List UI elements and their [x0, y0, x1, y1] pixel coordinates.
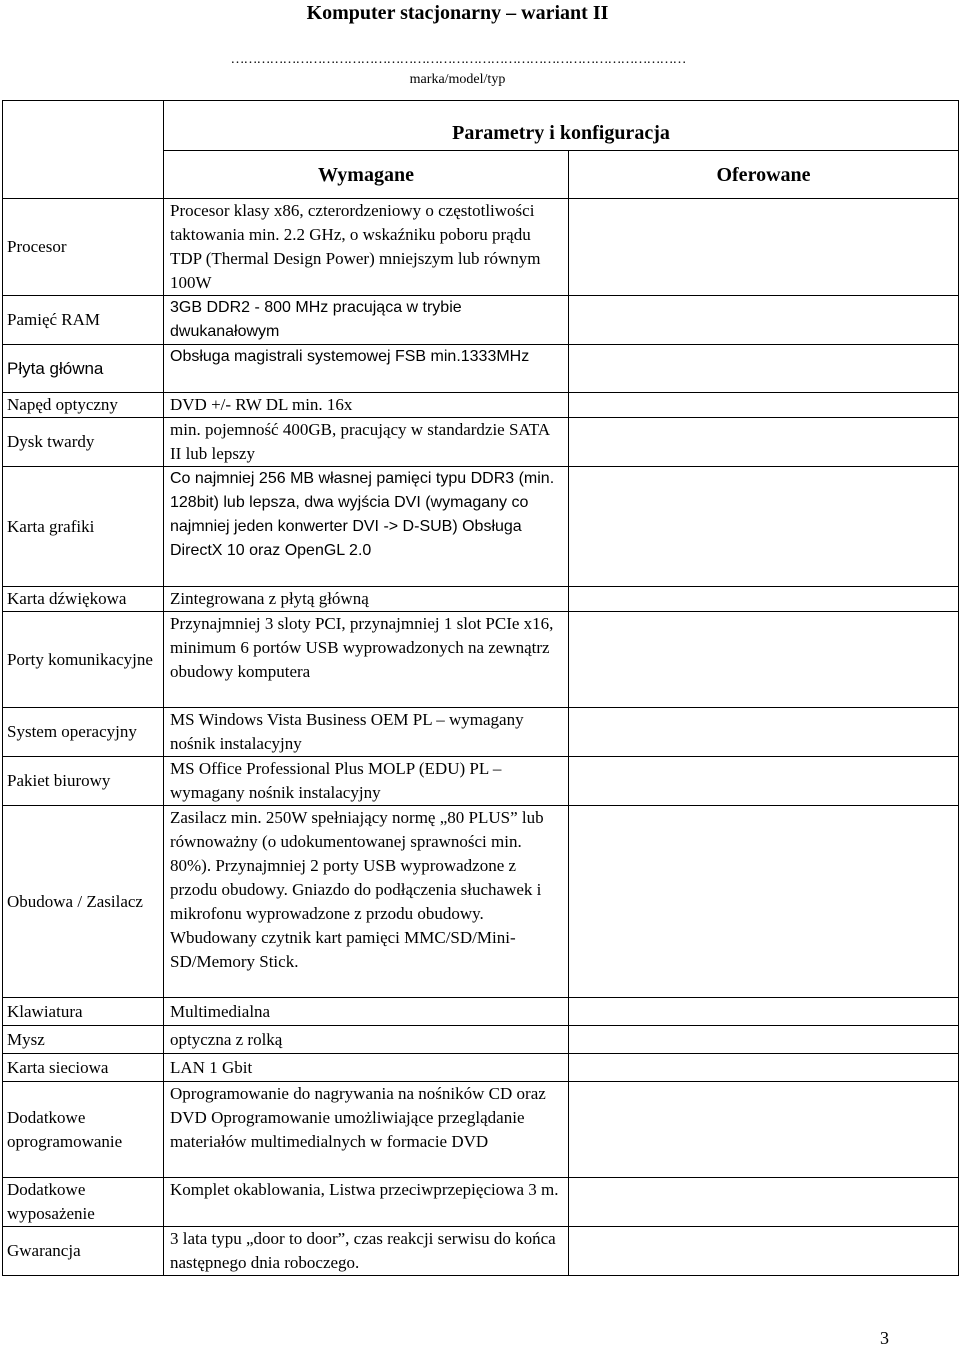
row-value: Obsługa magistrali systemowej FSB min.1333MHz [164, 345, 569, 393]
params-header: Parametry i konfiguracja [164, 101, 959, 151]
empty-corner-cell [3, 101, 164, 199]
row-label: Karta dźwiękowa [3, 587, 164, 612]
offered-cell[interactable] [569, 757, 959, 806]
row-value: Oprogramowanie do nagrywania na nośników CD oraz DVD Oprogramowanie umożliwiające przeglądanie materiałów multimedialnych w formacie DVD [164, 1082, 569, 1178]
offered-cell[interactable] [569, 806, 959, 998]
row-value: DVD +/- RW DL min. 16x [164, 393, 569, 418]
model-fill-line: …………………………………………………………………………………………… [230, 52, 686, 67]
table-row [3, 345, 959, 393]
table-row [3, 1227, 959, 1276]
row-value: 3GB DDR2 - 800 MHz pracująca w trybie dwukanałowym [164, 296, 569, 345]
table-row [3, 1082, 959, 1178]
offered-cell[interactable] [569, 998, 959, 1026]
table-row [3, 1054, 959, 1082]
model-caption: marka/model/typ [409, 72, 506, 87]
table-row [3, 418, 959, 467]
offered-cell[interactable] [569, 418, 959, 467]
specification-table [2, 100, 959, 1276]
row-value: Procesor klasy x86, czterordzeniowy o częstotliwości taktowania min. 2.2 GHz, o wskaźniku poboru prądu TDP (Thermal Design Power) mniejszym lub równym 100W [164, 199, 569, 296]
row-label: Płyta główna [3, 345, 164, 393]
row-label: Napęd optyczny [3, 393, 164, 418]
page-number: 3 [880, 1328, 889, 1348]
table-row [3, 612, 959, 708]
offered-cell[interactable] [569, 1178, 959, 1227]
offered-cell[interactable] [569, 612, 959, 708]
offered-cell[interactable] [569, 296, 959, 345]
offered-cell[interactable] [569, 1227, 959, 1276]
offered-cell[interactable] [569, 587, 959, 612]
row-value: Komplet okablowania, Listwa przeciwprzepięciowa 3 m. [164, 1178, 569, 1227]
row-label: Dodatkowe wyposażenie [3, 1178, 164, 1227]
row-value: MS Office Professional Plus MOLP (EDU) PL – wymagany nośnik instalacyjny [164, 757, 569, 806]
table-row [3, 587, 959, 612]
row-label: Dodatkowe oprogramowanie [3, 1082, 164, 1178]
row-label: Procesor [3, 199, 164, 296]
row-label: Gwarancja [3, 1227, 164, 1276]
row-label: Pamięć RAM [3, 296, 164, 345]
row-value: Przynajmniej 3 sloty PCI, przynajmniej 1 slot PCIe x16, minimum 6 portów USB wyprowadzonych na zewnątrz obudowy komputera [164, 612, 569, 708]
table-row [3, 199, 959, 296]
table-row [3, 296, 959, 345]
offered-cell[interactable] [569, 199, 959, 296]
offered-header: Oferowane [569, 151, 959, 199]
row-label: Karta sieciowa [3, 1054, 164, 1082]
document-title: Komputer stacjonarny – wariant II [306, 2, 609, 24]
offered-cell[interactable] [569, 467, 959, 587]
row-value: LAN 1 Gbit [164, 1054, 569, 1082]
offered-cell[interactable] [569, 1054, 959, 1082]
table-row [3, 1026, 959, 1054]
table-row [3, 757, 959, 806]
row-value: optyczna z rolką [164, 1026, 569, 1054]
table-row [3, 467, 959, 587]
table-row [3, 1178, 959, 1227]
required-header: Wymagane [164, 151, 569, 199]
table-row [3, 998, 959, 1026]
row-value: Multimedialna [164, 998, 569, 1026]
row-value: Zintegrowana z płytą główną [164, 587, 569, 612]
row-label: Pakiet biurowy [3, 757, 164, 806]
row-label: Obudowa / Zasilacz [3, 806, 164, 998]
offered-cell[interactable] [569, 1082, 959, 1178]
row-label: Dysk twardy [3, 418, 164, 467]
row-label: Klawiatura [3, 998, 164, 1026]
table-row [3, 393, 959, 418]
row-value: Co najmniej 256 MB własnej pamięci typu DDR3 (min. 128bit) lub lepsza, dwa wyjścia DVI (wymagany co najmniej jeden konwerter DVI -> D-SUB) Obsługa DirectX 10 oraz OpenGL 2.0 [164, 467, 569, 587]
table-row [3, 806, 959, 998]
offered-cell[interactable] [569, 393, 959, 418]
row-value: Zasilacz min. 250W spełniający normę „80 PLUS” lub równoważny (o udokumentowanej sprawności min. 80%). Przynajmniej 2 porty USB wyprowadzone z przodu obudowy. Gniazdo do podłączenia słuchawek i mikrofonu wyprowadzone z przodu obudowy. Wbudowany czytnik kart pamięci MMC/SD/Mini-SD/Memory Stick. [164, 806, 569, 998]
row-value: 3 lata typu „door to door”, czas reakcji serwisu do końca następnego dnia roboczego. [164, 1227, 569, 1276]
row-value: min. pojemność 400GB, pracujący w standardzie SATA II lub lepszy [164, 418, 569, 467]
row-label: System operacyjny [3, 708, 164, 757]
offered-cell[interactable] [569, 708, 959, 757]
table-row [3, 708, 959, 757]
row-label: Porty komunikacyjne [3, 612, 164, 708]
row-label: Karta grafiki [3, 467, 164, 587]
offered-cell[interactable] [569, 1026, 959, 1054]
offered-cell[interactable] [569, 345, 959, 393]
row-label: Mysz [3, 1026, 164, 1054]
row-value: MS Windows Vista Business OEM PL – wymagany nośnik instalacyjny [164, 708, 569, 757]
